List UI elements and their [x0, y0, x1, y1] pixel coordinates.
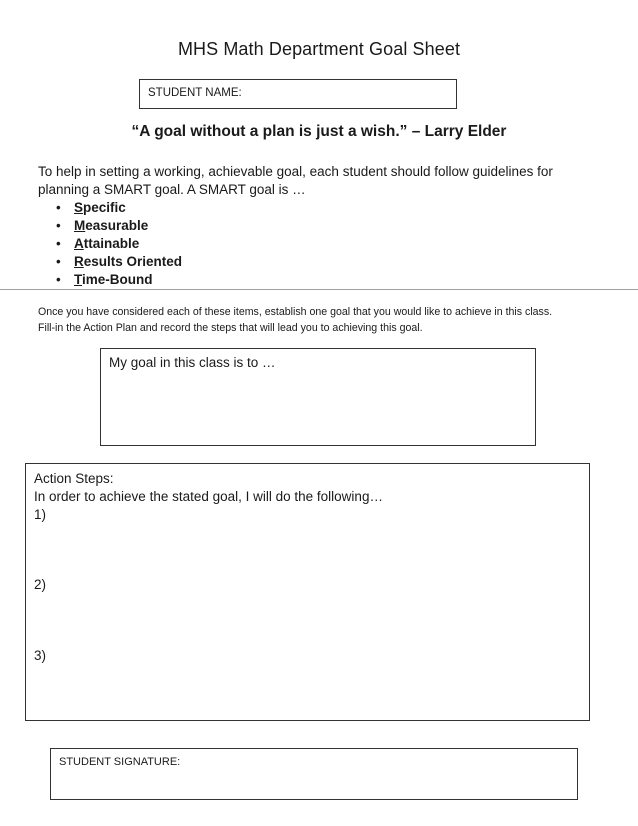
goal-box[interactable]: [100, 348, 536, 446]
bullet-icon: •: [56, 272, 61, 287]
bullet-icon: •: [56, 254, 61, 269]
goal-prompt: My goal in this class is to …: [109, 355, 276, 370]
page-title: MHS Math Department Goal Sheet: [177, 39, 461, 59]
smart-initial: R: [74, 254, 84, 269]
smart-initial: S: [74, 200, 84, 215]
smart-rest: ime-Bound: [82, 272, 153, 287]
action-step-1: 1): [34, 507, 47, 522]
smart-initial: A: [74, 236, 84, 251]
smart-item-specific: [56, 199, 182, 217]
action-step-3: 3): [34, 648, 47, 663]
action-step-2: 2): [34, 577, 47, 592]
divider: [0, 289, 638, 290]
smart-initial: T: [74, 272, 83, 287]
action-steps-intro: In order to achieve the stated goal, I will do the following…: [34, 489, 383, 504]
smart-item-time-bound: [56, 271, 182, 289]
bullet-icon: •: [56, 200, 61, 215]
student-signature-label: STUDENT SIGNATURE:: [59, 756, 181, 768]
smart-item-results-oriented: [56, 253, 182, 271]
smart-rest: ttainable: [83, 236, 140, 251]
smart-rest: easurable: [85, 218, 149, 233]
student-name-label: STUDENT NAME:: [148, 87, 242, 99]
student-signature-box[interactable]: [50, 748, 578, 800]
student-name-box[interactable]: [139, 79, 457, 109]
instructions: [38, 304, 618, 336]
smart-initial: M: [74, 218, 86, 233]
action-steps-box[interactable]: [25, 463, 590, 721]
smart-rest: pecific: [83, 200, 126, 215]
intro-paragraph: To help in setting a working, achievable goal, each student should follow guidelines for planning a SMART goal. A SMART goal is …: [38, 164, 553, 197]
instructions-line-1: Once you have considered each of these items, establish one goal that you would like to achieve in this class.: [38, 306, 553, 318]
smart-item-attainable: [56, 235, 182, 253]
bullet-icon: •: [56, 218, 61, 233]
smart-rest: esults Oriented: [83, 254, 183, 269]
instructions-line-2: Fill-in the Action Plan and record the steps that will lead you to achieving this goal.: [38, 322, 423, 334]
quote: “A goal without a plan is just a wish.” – Larry Elder: [131, 123, 507, 140]
bullet-icon: •: [56, 236, 61, 251]
smart-item-measurable: [56, 217, 182, 235]
action-steps-title: Action Steps:: [34, 471, 114, 486]
smart-list: [56, 199, 182, 289]
